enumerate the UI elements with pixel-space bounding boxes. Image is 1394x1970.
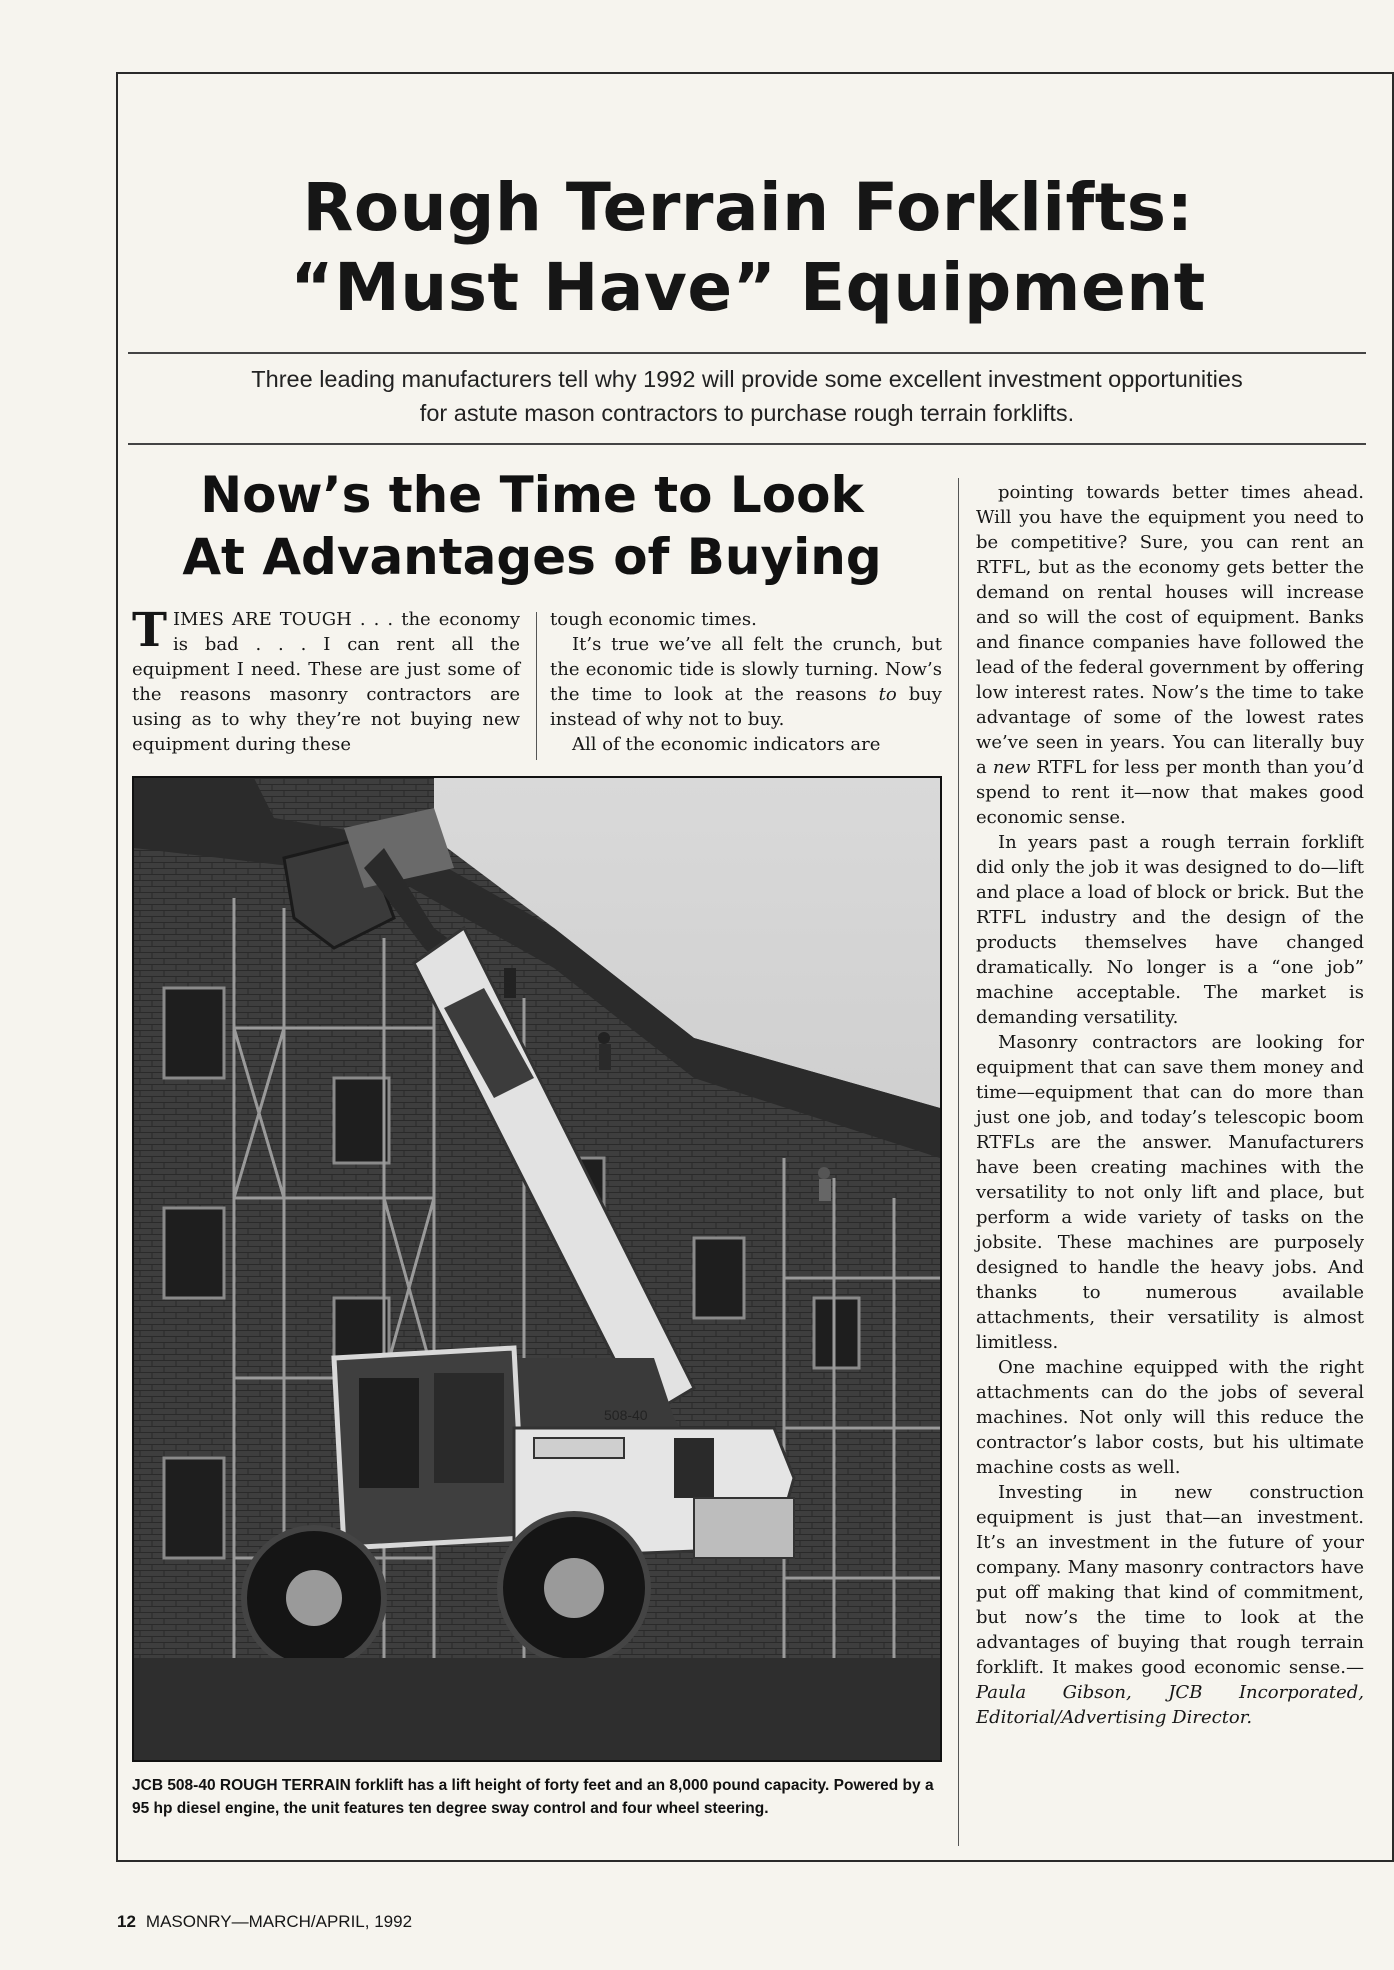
column-1-paragraph — [132, 603, 520, 757]
column-divider-1 — [536, 612, 537, 760]
column-2-paragraph-3: All of the economic indicators are — [572, 734, 881, 755]
machine-label: 508-40 — [604, 1407, 648, 1423]
column-3-paragraph-3: Masonry contractors are looking for equipment that can save them money and time—equipment that can do more than just one job, and today’s telescopic boom RTFLs are the answer. Manufacturers have been creating machines with the versatility to not only lift and place, but perform a wide variety of tasks on the jobsite. These machines are purposely designed to handle the heavy jobs. And thanks to numerous available attachments, their versatility is almost limitless. — [976, 1032, 1364, 1353]
page-number: 12 — [117, 1912, 136, 1931]
subhead — [126, 464, 938, 588]
deck-line-1: Three leading manufacturers tell why 1992 will provide some excellent investment opportunities — [251, 366, 1243, 392]
subhead-line-2: At Advantages of Buying — [182, 528, 882, 586]
headline-line-1: Rough Terrain Forklifts: — [302, 169, 1194, 246]
column-1 — [132, 603, 520, 757]
subhead-line-1: Now’s the Time to Look — [200, 466, 864, 524]
column-2 — [550, 607, 942, 757]
column-3 — [976, 480, 1364, 1730]
column-3-paragraph-5 — [976, 1480, 1364, 1730]
column-2-text-a: It’s true we’ve all felt the crunch, but the economic tide is slowly turning. Now’s the time to look at the reasons — [550, 634, 942, 705]
headline-line-2: “Must Have” Equipment — [290, 249, 1206, 326]
deck-line-2: for astute mason contractors to purchase rough terrain forklifts. — [419, 400, 1075, 426]
column-3-text-5: Investing in new construction equipment is just that—an investment. It’s an investment in the future of your company. Many masonry contractors have put off making that kind of commitment, but now’s the time to look at the advantages of buying that rough terrain forklift. It makes good economic sense.— — [976, 1482, 1364, 1678]
column-2-paragraph-2 — [550, 632, 942, 732]
column-3-paragraph-1 — [976, 480, 1364, 830]
headline — [116, 168, 1380, 328]
column-1-text: IMES ARE TOUGH . . . the economy is bad . . . I can rent all the equipment I need. These are just some of the reasons masonry contractors are using as to why they’re not buying new equipment during these — [132, 609, 520, 755]
photo-caption: JCB 508-40 ROUGH TERRAIN forklift has a lift height of forty feet and an 8,000 pound capacity. Powered by a 95 hp diesel engine, the unit features ten degree sway control and four wheel steering. — [132, 1777, 934, 1817]
forklift-photo-illustration — [134, 778, 940, 1760]
forklift-photo — [132, 776, 942, 1762]
column-divider-2 — [958, 478, 959, 1846]
publication-dateline: MASONRY—MARCH/APRIL, 1992 — [145, 1912, 413, 1931]
column-3-paragraph-2: In years past a rough terrain forklift did only the job it was designed to do—lift and place a load of block or brick. But the RTFL industry and the design of the products themselves have changed dramatically. No longer is a “one job” machine acceptable. The market is demanding versatility. — [976, 832, 1364, 1028]
column-2-paragraph-1: tough economic times. — [550, 609, 757, 630]
deck-bottom-rule — [128, 443, 1366, 445]
drop-cap: T — [132, 603, 167, 658]
deck-top-rule — [128, 352, 1366, 354]
column-2-emphasis: to — [878, 684, 897, 705]
byline: Paula Gibson, JCB Incorporated, Editorial/Advertising Director. — [976, 1682, 1364, 1728]
column-3-text-b: RTFL for less per month than you’d spend to rent it—now that makes good economic sense. — [976, 757, 1364, 828]
page-folio — [117, 1912, 412, 1932]
column-3-emphasis: new — [992, 757, 1031, 778]
column-3-text-a: pointing towards better times ahead. Will you have the equipment you need to be competitive? Sure, you can rent an RTFL, but as the economy gets better the demand on rental houses will increase and so will the cost of equipment. Banks and finance companies have followed the lead of the federal government by offering low interest rates. Now’s the time to take advantage of some of the lowest rates we’ve seen in years. You can literally buy a — [976, 482, 1364, 778]
column-3-paragraph-4: One machine equipped with the right attachments can do the jobs of several machines. Not only will this reduce the contractor’s labor costs, but his ultimate machine costs as well. — [976, 1357, 1364, 1478]
deck — [128, 362, 1366, 430]
column-2-text-b: buy instead of why not to buy. — [550, 684, 942, 730]
